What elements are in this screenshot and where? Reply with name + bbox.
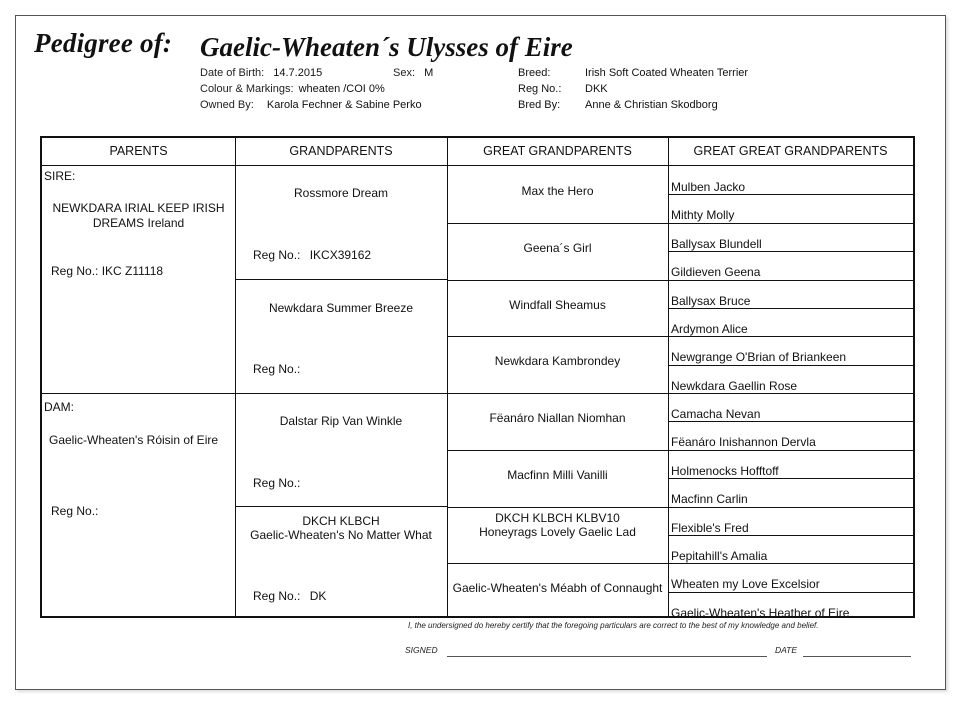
great-grandparent	[447, 581, 668, 595]
great-grandparent	[447, 298, 668, 312]
gggp-divider	[668, 421, 913, 422]
gggp-divider	[668, 478, 913, 479]
dob-value: 14.7.2015	[273, 67, 323, 79]
grandparent-reg	[253, 248, 443, 262]
great-grandparent-name: Max the Hero	[521, 184, 594, 198]
grandparent-name-line2: Gaelic-Wheaten's No Matter What	[250, 528, 432, 542]
gggp-divider	[668, 365, 913, 366]
dam-role: DAM:	[44, 400, 74, 414]
great-great-grandparent: Newkdara Gaellin Rose	[671, 379, 798, 393]
gggp-divider	[668, 280, 913, 281]
signed-label: SIGNED	[405, 645, 438, 655]
gggp-divider	[668, 336, 913, 337]
owner-row	[200, 99, 422, 111]
pedigree-table	[40, 136, 915, 618]
great-grandparent-name: Geena´s Girl	[523, 241, 592, 255]
great-great-grandparent: Ardymon Alice	[671, 322, 748, 336]
grandparent-reg-value: IKCX39162	[309, 248, 372, 262]
great-great-grandparent: Newgrange O'Brian of Briankeen	[671, 350, 847, 364]
grandparent-reg-label: Reg No.:	[253, 476, 301, 490]
sex-value: M	[424, 67, 434, 79]
sire-reg: Reg No.: IKC Z11118	[51, 264, 164, 278]
great-great-grandparent: Holmenocks Hofftoff	[671, 464, 779, 478]
ggp-divider	[447, 280, 668, 281]
dob-row	[200, 67, 322, 79]
dam-name: Gaelic-Wheaten's Róisin of Eire	[49, 433, 219, 447]
gggp-divider	[668, 563, 913, 564]
dog-name: Gaelic-Wheaten´s Ulysses of Eire	[200, 32, 573, 62]
grandparent-title: DKCH KLBCH	[302, 514, 380, 528]
grandparent-reg-value: DK	[309, 589, 327, 603]
gp-divider	[235, 279, 447, 280]
great-grandparent	[447, 184, 668, 198]
gggp-divider	[668, 450, 913, 451]
sire-name	[42, 201, 235, 231]
reg-no-value: DKK	[585, 83, 608, 95]
date-line[interactable]	[803, 656, 911, 657]
ggp-divider	[447, 507, 668, 508]
ggp-divider	[447, 336, 668, 337]
grandparent-name	[235, 514, 447, 542]
great-great-grandparent: Mulben Jacko	[671, 180, 746, 194]
certification-text: I, the undersigned do hereby certify that the foregoing particulars are correct to the best of my knowledge and belief.	[408, 621, 819, 630]
gggp-divider	[668, 535, 913, 536]
colour-value: wheaten /COI 0%	[298, 83, 385, 95]
great-grandparent	[447, 411, 668, 425]
grandparent-reg	[253, 476, 443, 490]
great-grandparent	[447, 241, 668, 255]
great-great-grandparent: Macfinn Carlin	[671, 492, 748, 506]
great-grandparent-name: DKCH KLBCH KLBV10	[495, 511, 620, 525]
great-great-grandparent: Ballysax Bruce	[671, 294, 751, 308]
bred-by-label: Bred By:	[518, 99, 561, 111]
header-great-great-grandparents: GREAT GREAT GRANDPARENTS	[668, 138, 913, 166]
great-great-grandparent: Gildieven Geena	[671, 265, 761, 279]
dam-reg: Reg No.:	[51, 504, 99, 518]
colour-row	[200, 83, 385, 95]
date-label: DATE	[775, 645, 798, 655]
great-great-grandparent: Wheaten my Love Excelsior	[671, 577, 820, 591]
gggp-divider	[668, 308, 913, 309]
sire-dam-divider	[42, 393, 913, 394]
great-grandparent-name: Gaelic-Wheaten's Méabh of Connaught	[452, 581, 663, 595]
breed-label: Breed:	[518, 67, 551, 79]
great-great-grandparent: Ballysax Blundell	[671, 237, 762, 251]
gggp-divider	[668, 223, 913, 224]
great-grandparent-name: Macfinn Milli Vanilli	[507, 468, 608, 482]
sire-role: SIRE:	[44, 169, 76, 183]
breed-value: Irish Soft Coated Wheaten Terrier	[585, 67, 749, 79]
signature-line[interactable]	[447, 656, 767, 657]
great-great-grandparent: Pepitahill's Amalia	[671, 549, 768, 563]
owned-by-value: Karola Fechner & Sabine Perko	[266, 99, 422, 111]
great-great-grandparent: Gaelic-Wheaten's Heather of Eire	[671, 606, 850, 620]
grandparent-reg	[253, 589, 443, 603]
great-great-grandparent: Fëanáro Inishannon Dervla	[671, 435, 816, 449]
grandparent-name: Dalstar Rip Van Winkle	[279, 414, 403, 428]
reg-no-label: Reg No.:	[518, 83, 562, 95]
gggp-divider	[668, 592, 913, 593]
great-grandparent-name: Fëanáro Niallan Niomhan	[489, 411, 626, 425]
col-divider	[447, 138, 448, 616]
gggp-divider	[668, 251, 913, 252]
great-great-grandparent: Mithty Molly	[671, 208, 735, 222]
dob-label: Date of Birth:	[200, 67, 265, 79]
col-divider	[235, 138, 236, 616]
ggp-divider	[447, 563, 668, 564]
great-grandparent-name: Windfall Sheamus	[509, 298, 606, 312]
sire-name-line1: NEWKDARA IRIAL KEEP IRISH	[52, 201, 225, 215]
grandparent-reg	[253, 362, 443, 376]
title-lead: Pedigree of:	[34, 28, 173, 58]
gggp-divider	[668, 194, 913, 195]
sire-name-line2: DREAMS Ireland	[92, 216, 185, 230]
great-great-grandparent: Flexible's Fred	[671, 521, 749, 535]
gggp-divider	[668, 507, 913, 508]
sex-row	[393, 67, 433, 79]
header-parents: PARENTS	[42, 138, 235, 166]
header-great-grandparents: GREAT GRANDPARENTS	[447, 138, 668, 166]
sex-label: Sex:	[393, 67, 416, 79]
grandparent-name: Newkdara Summer Breeze	[268, 301, 414, 315]
great-grandparent-name: Newkdara Kambrondey	[494, 354, 621, 368]
colour-label: Colour & Markings:	[200, 83, 294, 95]
great-grandparent	[447, 354, 668, 368]
gp-divider	[235, 506, 447, 507]
bred-by-value: Anne & Christian Skodborg	[585, 99, 718, 111]
great-grandparent	[447, 468, 668, 482]
ggp-divider	[447, 223, 668, 224]
great-great-grandparent: Camacha Nevan	[671, 407, 761, 421]
great-grandparent-name-line2: Honeyrags Lovely Gaelic Lad	[479, 525, 636, 539]
grandparent-name: Rossmore Dream	[293, 186, 389, 200]
grandparent-reg-label: Reg No.:	[253, 248, 301, 262]
ggp-divider	[447, 450, 668, 451]
owned-by-label: Owned By:	[200, 99, 254, 111]
great-grandparent	[447, 511, 668, 539]
grandparent-reg-label: Reg No.:	[253, 362, 301, 376]
grandparent-reg-label: Reg No.:	[253, 589, 301, 603]
header-grandparents: GRANDPARENTS	[235, 138, 447, 166]
